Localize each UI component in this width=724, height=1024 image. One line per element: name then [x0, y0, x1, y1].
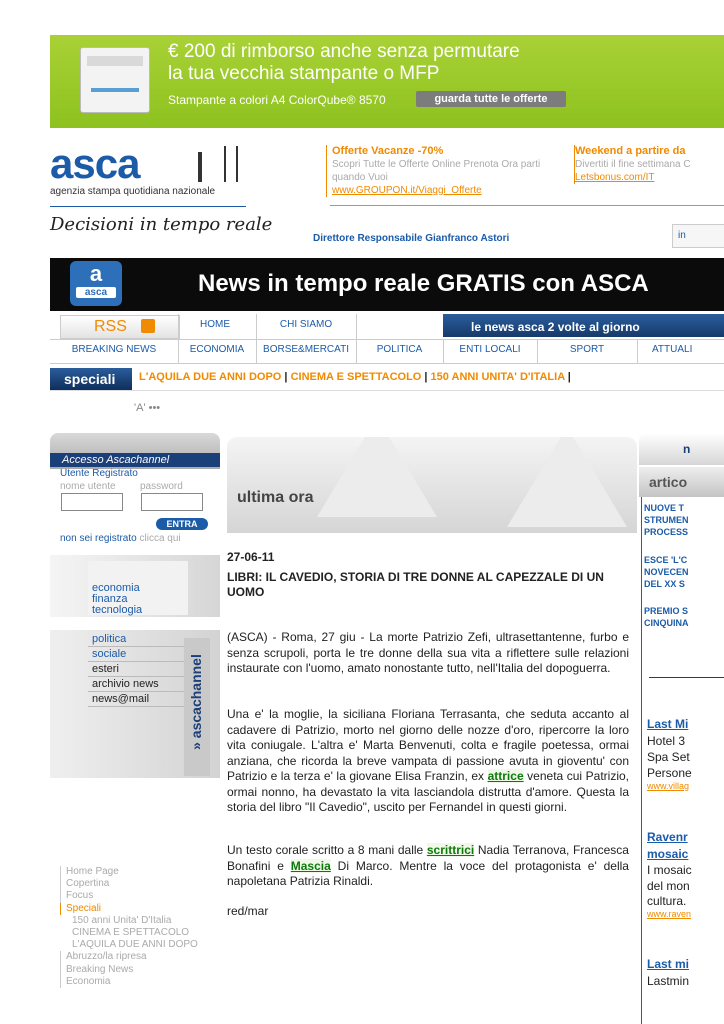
divider [330, 205, 724, 206]
register-text: non sei registrato [60, 533, 137, 544]
username-input[interactable] [61, 493, 123, 511]
article-date: 27-06-11 [227, 550, 275, 564]
banner-headline-1: € 200 di rimborso anche senza permutare [168, 41, 520, 62]
tagline: Decisioni in tempo reale [50, 214, 273, 235]
separator: | [284, 371, 288, 383]
asca-badge-icon [70, 261, 122, 306]
banner-subtitle: Stampante a colori A4 ColorQube® 8570 [168, 93, 386, 107]
ad-item-title[interactable]: Ravenr [647, 830, 688, 844]
search-input[interactable]: in [672, 224, 724, 248]
right-column [639, 433, 724, 1024]
nav-economia[interactable]: ECONOMIA [189, 344, 245, 355]
decorative-shape [317, 437, 437, 517]
ad-item-text: Persone [647, 766, 692, 780]
ascachannel-box [50, 630, 220, 778]
logo-wordmark: asca [50, 140, 140, 187]
category-tecnologia[interactable]: tecnologia [92, 604, 143, 616]
speciali-links [139, 371, 571, 383]
article-paragraph: (ASCA) - Roma, 27 giu - La morte Patrizio Zefi, ultrasettantenne, furbo e senza scrupoli, porta le tre donne della sua vita a riflettere sulle relazioni instaurate con l'uomo, amato nonostante tutto, nell'Italia del dopoguerra. [227, 630, 629, 675]
category-politica[interactable]: politica [88, 632, 188, 647]
article-link[interactable]: NUOVE T [644, 503, 685, 513]
article-link[interactable]: STRUMEN [644, 515, 689, 525]
ad-item-text: Lastmin [647, 974, 690, 988]
category-list [88, 632, 188, 707]
logo-bars-icon [198, 146, 244, 186]
divider [641, 497, 642, 1024]
paragraph-text: Una e' la moglie, la siciliana Floriana Terrasanta, che seduta accanto al cadavere di Patrizio, morto nel giorno delle nozze d'oro, ripercorre la loro vita coniugale. L'altra e' Marta Benvenuti, colta e fragile poetessa, ormai anziana, che ricorda la breve vampata di passione avuta in gioventu' con Patrizio e la terza e' la giovane Elisa Franzin, ex [227, 707, 629, 783]
speciali-link-150-anni[interactable]: 150 ANNI UNITA' D'ITALIA [430, 371, 565, 383]
left-nav-item[interactable]: Economia [60, 976, 230, 988]
nav-enti-locali[interactable]: ENTI LOCALI [459, 344, 521, 355]
article-link[interactable]: PROCESS [644, 527, 689, 537]
paragraph-text: Un testo corale scritto a 8 mani dalle [227, 843, 427, 857]
rss-label: RSS [94, 318, 127, 335]
article-link[interactable]: DEL XX S [644, 579, 685, 589]
divider [50, 206, 246, 207]
ascachannel-label: » ascachannel [188, 654, 204, 750]
speciali-link-aquila[interactable]: L'AQUILA DUE ANNI DOPO [139, 371, 282, 383]
article-link[interactable]: CINQUINA [644, 618, 689, 628]
keyword-link[interactable]: scrittrici [426, 843, 475, 857]
login-title: Accesso Ascachannel [50, 453, 220, 467]
newsletter-signup-button[interactable]: le news asca 2 volte al giorno [443, 314, 724, 337]
category-sociale[interactable]: sociale [88, 647, 188, 662]
ad-item-title[interactable]: Last mi [647, 957, 690, 971]
rss-icon [141, 319, 155, 333]
username-label: nome utente [60, 481, 116, 492]
left-nav-item[interactable]: CINEMA E SPETTACOLO [72, 927, 190, 939]
news-subscription-banner[interactable] [50, 258, 724, 311]
ad-description: Divertiti il fine settimana C [575, 159, 691, 170]
text-ad-letsbonus[interactable] [574, 145, 724, 184]
ad-link[interactable]: www.GROUPON.it/Viaggi_Offerte [332, 185, 482, 196]
divider [178, 314, 179, 364]
password-input[interactable] [141, 493, 203, 511]
separator: | [567, 371, 571, 383]
font-size-controls[interactable]: 'A' ••• [134, 402, 161, 414]
category-box-economia[interactable] [50, 555, 220, 617]
article-paragraph [227, 843, 629, 890]
category-list [88, 561, 188, 615]
ad-item-title[interactable]: mosaic [647, 847, 689, 861]
ultima-ora-header [227, 437, 637, 533]
login-button[interactable]: ENTRA [156, 518, 208, 530]
article-signoff: red/mar [227, 904, 269, 918]
ad-item-url[interactable]: www.villag [647, 781, 690, 791]
ad-link[interactable]: Letsbonus.com/IT [575, 172, 655, 183]
nav-attualita[interactable]: ATTUALI [652, 344, 693, 355]
decorative-shape [507, 437, 627, 527]
nav-borse-mercati[interactable]: BORSE&MERCATI [263, 344, 349, 355]
speciali-bar [50, 368, 724, 391]
speciali-link-cinema[interactable]: CINEMA E SPETTACOLO [290, 371, 422, 383]
divider [50, 363, 724, 364]
keyword-link[interactable]: Mascia [290, 858, 331, 873]
ascachannel-tab[interactable] [184, 638, 210, 776]
rss-button[interactable] [60, 315, 180, 339]
badge-letter: a [89, 261, 103, 286]
logo-subtitle: agenzia stampa quotidiana nazionale [50, 186, 216, 197]
register-prompt [60, 533, 181, 544]
article-link[interactable]: PREMIO S [644, 606, 689, 616]
ad-item-text: cultura. [647, 894, 687, 908]
login-subtitle: Utente Registrato [60, 468, 138, 479]
ad-item-title[interactable]: Last Mi [647, 717, 689, 731]
nav-politica[interactable]: POLITICA [376, 344, 423, 355]
ad-item-text: del mon [647, 879, 690, 893]
left-nav-item[interactable]: Breaking News [60, 964, 230, 976]
paragraph-text: Nadia Terranova, Francesca Bonafini e [227, 843, 629, 873]
nav-chi-siamo[interactable]: CHI SIAMO [279, 319, 333, 330]
badge-word: asca [76, 287, 116, 298]
news-banner-text: News in tempo reale GRATIS con ASCA [198, 270, 649, 297]
ad-item-text: I mosaic [647, 863, 692, 877]
printer-image [80, 47, 150, 113]
paragraph-text: Di Marco. Mentre la voce del protagonista e' della napoletana Patrizia Rinaldi. [227, 858, 629, 888]
ad-item-url[interactable]: www.raven [647, 909, 692, 919]
banner-headline-2: la tua vecchia stampante o MFP [168, 63, 440, 84]
text-ad-groupon[interactable] [326, 145, 572, 197]
ad-description: Scopri Tutte le Offerte Online Prenota Ora parti quando Vuoi [332, 159, 541, 183]
left-nav-item[interactable]: Copertina [60, 878, 230, 890]
category-esteri[interactable]: esteri [88, 662, 188, 677]
ad-title[interactable]: Offerte Vacanze -70% [332, 145, 444, 157]
divider [256, 314, 257, 364]
ad-item-text: Hotel 3 [647, 734, 686, 748]
category-finanza[interactable]: finanza [92, 593, 128, 605]
left-nav [60, 866, 230, 988]
director-credit: Direttore Responsabile Gianfranco Astori [313, 233, 510, 244]
category-economia[interactable]: economia [92, 582, 140, 594]
article-link[interactable]: ESCE 'L'C [644, 555, 688, 565]
nav-breaking-news[interactable]: BREAKING NEWS [71, 344, 157, 355]
left-nav-item[interactable]: Focus [60, 890, 230, 902]
nav-home[interactable]: HOME [200, 319, 230, 330]
left-nav-item[interactable]: Abruzzo/la ripresa [60, 951, 230, 963]
banner-cta-button[interactable]: guarda tutte le offerte [416, 91, 566, 107]
divider [356, 314, 357, 364]
divider [649, 677, 724, 678]
left-nav-item[interactable]: 150 anni Unita' D'Italia [72, 914, 172, 926]
left-nav-item[interactable]: Home Page [60, 866, 230, 878]
main-nav [50, 314, 724, 364]
separator: | [424, 371, 428, 383]
article-link[interactable]: NOVECEN [644, 567, 689, 577]
keyword-link[interactable]: attrice [487, 769, 524, 783]
ad-item-text: Spa Set [647, 750, 690, 764]
register-link[interactable]: clicca qui [139, 533, 181, 544]
left-nav-item[interactable]: Speciali [60, 903, 230, 915]
password-label: password [140, 481, 183, 492]
category-archivio-news[interactable]: archivio news [88, 677, 188, 692]
asca-logo[interactable] [50, 140, 250, 200]
section-title: ultima ora [237, 489, 314, 506]
nav-sport[interactable]: SPORT [569, 344, 605, 355]
category-news-mail[interactable]: news@mail [88, 692, 188, 707]
article-paragraph [227, 707, 629, 816]
xerox-banner-ad[interactable] [50, 35, 724, 128]
left-nav-item[interactable]: L'AQUILA DUE ANNI DOPO [72, 939, 198, 951]
article-title: LIBRI: IL CAVEDIO, STORIA DI TRE DONNE AL CAPEZZALE DI UN UOMO [227, 570, 604, 599]
login-panel [50, 433, 220, 553]
right-header: n [639, 433, 724, 465]
speciali-tag: speciali [50, 368, 132, 390]
paragraph-text: veneta cui Patrizio, ormai nonno, ha devastato la vita lasciandola distrutta d'amore. Questa la storia del libro "Il Cavedio", uscito per Fernandel in questi giorni. [227, 769, 629, 814]
right-section-title: artico [639, 467, 724, 497]
ad-title[interactable]: Weekend a partire da [575, 145, 686, 157]
divider [50, 339, 724, 340]
